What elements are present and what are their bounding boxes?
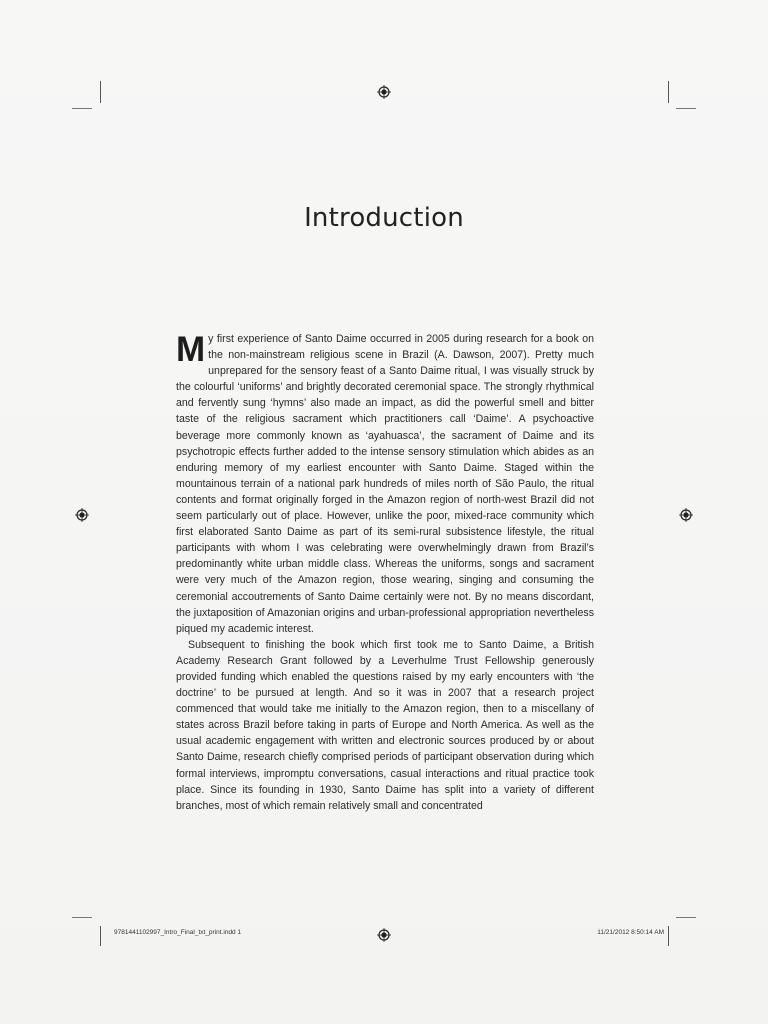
paragraph: [176, 331, 594, 637]
paragraph: Subsequent to finishing the book which first took me to Santo Daime, a British Academy Research Grant followed by a Leverhulme Trust Fellowship generously provided funding which enabled the questions raised by my early encounters with ‘the doctrine’ to be pursued at length. And so it was in 2007 that a research project commenced that would take me initially to the Amazon region, then to a miscellany of states across Brazil before taking in parts of Europe and North America. As well as the usual academic engagement with written and electronic sources produced by or about Santo Daime, research chiefly comprised periods of participant observation during which formal interviews, impromptu conversations, casual interactions and ritual practice took place. Since its founding in 1930, Santo Daime has split into a variety of different branches, most of which remain relatively small and concentrated: [176, 638, 594, 812]
crop-mark-top-right-vertical: [668, 81, 669, 103]
crop-mark-top-left-vertical: [100, 81, 101, 103]
crop-mark-bottom-left-horizontal: [72, 917, 92, 918]
paragraph-text: y first experience of Santo Daime occurred in 2005 during research for a book on the non-mainstream religious scene in Brazil (A. Dawson, 2007). Pretty much unprepared for the sensory feast of a Santo Daime ritual, I was visually struck by the colourful ‘uniforms’ and brightly decorated ceremonial space. The strongly rhythmical and fervently sung ‘hymns’ also made an impact, as did the powerful smell and bitter taste of the religious sacrament which practitioners call ‘Daime’. A psychoactive beverage more commonly known as ‘ayahuasca’, the sacrament of Daime and its psychotropic effects further added to the intense sensory stimulation which abides as an enduring memory of my earliest encounter with Santo Daime. Staged within the mountainous terrain of a national park hundreds of miles north of São Paulo, the ritual contents and format originally forged in the Amazon region of north-west Brazil did not seem particularly out of place. However, unlike the poor, mixed-race community which first elaborated Santo Daime as part of its semi-rural subsistence lifestyle, the ritual participants with whom I was celebrating were overwhelmingly drawn from Brazil’s predominantly white urban middle class. Whereas the uniforms, songs and sacrament were very much of the Amazon region, those wearing, singing and consuming the ceremonial accoutrements of Santo Daime certainly were not. By no means discordant, the juxtaposition of Amazonian origins and urban-professional appropriation nevertheless piqued my academic interest.: [176, 333, 594, 635]
registration-target-icon: [679, 508, 693, 522]
registration-target-icon: [377, 928, 391, 942]
crop-mark-bottom-right-vertical: [668, 926, 669, 946]
drop-cap: M: [176, 330, 206, 369]
crop-mark-bottom-left-vertical: [100, 926, 101, 946]
slug-timestamp: 11/21/2012 8:50:14 AM: [597, 929, 664, 936]
chapter-body: [176, 331, 594, 814]
crop-mark-bottom-right-horizontal: [676, 917, 696, 918]
registration-target-icon: [377, 85, 391, 99]
crop-mark-top-right-horizontal: [676, 108, 696, 109]
chapter-title: Introduction: [304, 203, 464, 234]
registration-target-icon: [75, 508, 89, 522]
slug-filename: 9781441102997_Intro_Final_txt_print.indd 1: [114, 929, 242, 936]
crop-mark-top-left-horizontal: [72, 108, 92, 109]
